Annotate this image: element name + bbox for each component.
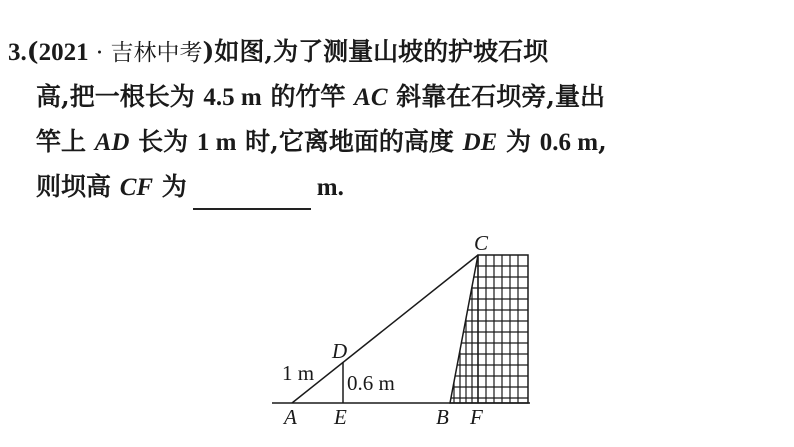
label-b: B	[436, 405, 449, 429]
var-de: DE	[462, 129, 498, 156]
var-ad: AD	[94, 129, 130, 156]
de-length: 0.6 m	[539, 129, 599, 156]
line4-b: 为	[153, 172, 187, 201]
source-separator: ·	[88, 40, 111, 66]
var-ac: AC	[354, 84, 388, 111]
problem-number: 3.	[8, 39, 27, 66]
line3-e: ,	[598, 127, 607, 156]
answer-unit: m.	[316, 174, 344, 201]
line3-b: 长为	[129, 127, 197, 156]
label-a: A	[284, 405, 297, 429]
ad-length: 1 m	[196, 129, 237, 156]
line2-c: 斜靠在石坝旁,量出	[387, 82, 605, 111]
line3-a: 竿上	[36, 127, 95, 156]
label-de-length: 0.6 m	[347, 371, 395, 395]
line4-a: 则坝高	[36, 172, 120, 201]
line2-a: 高,把一根长为	[36, 82, 204, 111]
line3-d: 为	[497, 127, 540, 156]
line3-c: 时,它离地面的高度	[236, 127, 463, 156]
bamboo-length: 4.5 m	[203, 84, 262, 111]
label-e: E	[334, 405, 347, 429]
label-d: D	[332, 339, 348, 363]
source-open: (	[26, 37, 39, 66]
label-f: F	[470, 405, 483, 429]
line1-text: 如图,为了测量山坡的护坡石坝	[214, 37, 549, 66]
line2-b: 的竹竿	[261, 82, 355, 111]
var-cf: CF	[119, 174, 154, 201]
source-year: 2021	[38, 39, 89, 66]
source-place: 吉林中考	[110, 40, 203, 66]
source-close: )	[202, 37, 215, 66]
label-ad-length: 1 m	[282, 361, 315, 385]
label-c: C	[474, 231, 489, 255]
